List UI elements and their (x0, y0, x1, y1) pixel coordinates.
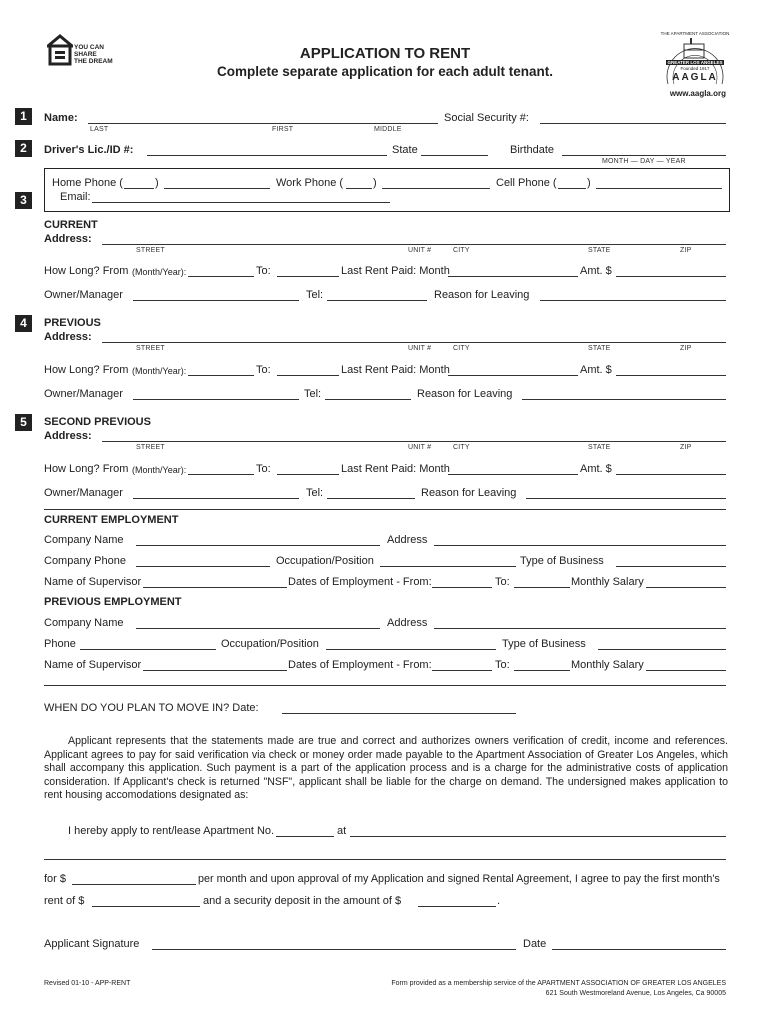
previous-amt-field[interactable] (616, 375, 726, 376)
at-label: at (337, 825, 347, 837)
to-label: To: (495, 659, 510, 671)
apply-label: I hereby apply to rent/lease Apartment No. (68, 825, 275, 837)
occupation-label: Occupation/Position (276, 555, 374, 567)
middle-hint: MIDDLE (374, 126, 402, 133)
logo-line-2: SHARE (74, 51, 97, 58)
current-supervisor-field[interactable] (143, 587, 287, 588)
reason-label: Reason for Leaving (434, 289, 530, 301)
page-title: APPLICATION TO RENT (299, 45, 471, 62)
ssn-label: Social Security #: (444, 112, 529, 124)
reason-label: Reason for Leaving (421, 487, 517, 499)
seal-name: AAGLA (672, 72, 718, 83)
section-number-2: 2 (15, 140, 32, 157)
monthyear-label: (Month/Year): (132, 267, 187, 277)
state-hint: STATE (588, 345, 611, 352)
contact-box (44, 168, 730, 212)
current-company-address-field[interactable] (434, 545, 726, 546)
company-name-label: Company Name (44, 617, 124, 629)
drivers-license-label: Driver's Lic./ID #: (44, 144, 134, 156)
business-type-label: Type of Business (520, 555, 604, 567)
street-hint: STREET (136, 444, 165, 451)
logo-line-3: THE DREAM (74, 58, 113, 65)
previous-reason-field[interactable] (522, 399, 726, 400)
occupation-label: Occupation/Position (221, 638, 319, 650)
tel-label: Tel: (306, 487, 324, 499)
previous-address-field[interactable] (102, 342, 726, 343)
ssn-field[interactable] (540, 123, 726, 124)
previous-dates-from-field[interactable] (432, 670, 492, 671)
city-hint: CITY (453, 444, 470, 451)
current-reason-field[interactable] (540, 300, 726, 301)
current-address-field[interactable] (102, 244, 726, 245)
howlong-label: How Long? From (44, 463, 129, 475)
terms-paragraph: Applicant represents that the statements made are true and correct and authorizes owners verification of credit, income and references. Applicant agrees to pay for said verification via check or money order made payable to the Apartment Association of Greater Los Angeles, which shall accompany this application. Such payment is a part of the application process and is a charge for the administrative costs of application consideration. If Applicant's check is returned "NSF", applicant shall be liable for the charge on demand. The undersigned makes application to rent housing accomodations designated as: (44, 735, 728, 801)
to-label: To: (256, 463, 271, 475)
drivers-license-field[interactable] (147, 155, 387, 156)
birthdate-label: Birthdate (510, 144, 555, 156)
previous-lastrent-field[interactable] (448, 375, 578, 376)
current-lastrent-field[interactable] (448, 276, 578, 277)
supervisor-label: Name of Supervisor (44, 659, 142, 671)
street-hint: STREET (136, 345, 165, 352)
reason-label: Reason for Leaving (417, 388, 513, 400)
rent-for-label: for $ (44, 873, 67, 885)
lastrent-label: Last Rent Paid: Month (341, 364, 450, 376)
aagla-seal (660, 30, 730, 88)
previous-occupation-field[interactable] (326, 649, 496, 650)
apartment-address-field[interactable] (350, 836, 726, 837)
lastrent-label: Last Rent Paid: Month (341, 265, 450, 277)
monthyear-label: (Month/Year): (132, 465, 187, 475)
previous-salary-field[interactable] (646, 670, 726, 671)
address-label: Address (387, 617, 428, 629)
second-from-field[interactable] (188, 474, 254, 475)
cell-phone-field[interactable] (596, 188, 722, 189)
deposit-label: and a security deposit in the amount of $ (203, 895, 402, 907)
paren-close: ) (155, 177, 159, 189)
work-phone-label: Work Phone ( (276, 177, 344, 189)
current-employment-heading: CURRENT EMPLOYMENT (44, 514, 179, 526)
second-owner-field[interactable] (133, 498, 299, 499)
previous-company-address-field[interactable] (434, 628, 726, 629)
current-dates-to-field[interactable] (514, 587, 570, 588)
to-label: To: (256, 265, 271, 277)
cell-phone-area[interactable] (558, 188, 586, 189)
move-in-label: WHEN DO YOU PLAN TO MOVE IN? Date: (44, 702, 259, 714)
previous-dates-to-field[interactable] (514, 670, 570, 671)
second-address-field[interactable] (102, 441, 726, 442)
address-label: Address (387, 534, 428, 546)
deposit-field[interactable] (418, 906, 496, 907)
last-hint: LAST (90, 126, 109, 133)
per-month-text: per month and upon approval of my Application and signed Rental Agreement, I agree to pay the first month's (198, 873, 720, 885)
home-phone-field[interactable] (164, 188, 270, 189)
second-previous-heading: SECOND PREVIOUS (44, 416, 151, 428)
monthly-rent-field[interactable] (72, 884, 196, 885)
unit-hint: UNIT # (408, 444, 432, 451)
footer-address: 621 South Westmoreland Avenue, Los Angeles, Ca 90005 (545, 990, 726, 997)
name-field[interactable] (88, 123, 438, 124)
deposit-period: . (497, 895, 501, 907)
city-hint: CITY (453, 345, 470, 352)
state-label: State (392, 144, 418, 156)
salary-label: Monthly Salary (571, 659, 644, 671)
apartment-address-field-2[interactable] (44, 859, 726, 860)
unit-hint: UNIT # (408, 345, 432, 352)
second-amt-field[interactable] (616, 474, 726, 475)
previous-owner-field[interactable] (133, 399, 299, 400)
current-owner-field[interactable] (133, 300, 299, 301)
dates-label: Dates of Employment - From: (288, 659, 432, 671)
previous-heading: PREVIOUS (44, 317, 101, 329)
previous-supervisor-field[interactable] (143, 670, 287, 671)
zip-hint: ZIP (680, 345, 692, 352)
howlong-label: How Long? From (44, 265, 129, 277)
apartment-number-field[interactable] (276, 836, 334, 837)
current-from-field[interactable] (188, 276, 254, 277)
unit-hint: UNIT # (408, 247, 432, 254)
amt-label: Amt. $ (580, 463, 612, 475)
previous-phone-field[interactable] (80, 649, 216, 650)
second-lastrent-field[interactable] (448, 474, 578, 475)
home-phone-label: Home Phone ( (52, 177, 123, 189)
salary-label: Monthly Salary (571, 576, 644, 588)
city-hint: CITY (453, 247, 470, 254)
signature-field[interactable] (152, 949, 516, 950)
owner-label: Owner/Manager (44, 289, 123, 301)
previous-company-field[interactable] (136, 628, 380, 629)
current-occupation-field[interactable] (380, 566, 516, 567)
move-in-date-field[interactable] (282, 713, 516, 714)
company-phone-label: Company Phone (44, 555, 126, 567)
owner-label: Owner/Manager (44, 388, 123, 400)
footer-provided: Form provided as a membership service of the APARTMENT ASSOCIATION OF GREATER LOS ANGELES (391, 980, 726, 987)
section-number-1: 1 (15, 108, 32, 125)
work-phone-field[interactable] (382, 188, 490, 189)
current-to-field[interactable] (277, 276, 339, 277)
current-dates-from-field[interactable] (432, 587, 492, 588)
current-company-phone-field[interactable] (136, 566, 270, 567)
birthdate-field[interactable] (562, 155, 726, 156)
rent-of-label: rent of $ (44, 895, 85, 907)
current-company-field[interactable] (136, 545, 380, 546)
current-business-type-field[interactable] (616, 566, 726, 567)
lastrent-label: Last Rent Paid: Month (341, 463, 450, 475)
phone-label: Phone (44, 638, 76, 650)
page-subtitle: Complete separate application for each adult tenant. (216, 64, 554, 79)
first-month-rent-field[interactable] (92, 906, 200, 907)
website-url: www.aagla.org (669, 89, 726, 98)
previous-to-field[interactable] (277, 375, 339, 376)
zip-hint: ZIP (680, 247, 692, 254)
previous-tel-field[interactable] (325, 399, 411, 400)
seal-ring-text: THE APARTMENT ASSOCIATION (660, 31, 730, 36)
signature-date-field[interactable] (552, 949, 726, 950)
section-number-3: 3 (15, 192, 32, 209)
current-amt-field[interactable] (616, 276, 726, 277)
business-type-label: Type of Business (502, 638, 586, 650)
previous-from-field[interactable] (188, 375, 254, 376)
signature-date-label: Date (523, 938, 547, 950)
tel-label: Tel: (306, 289, 324, 301)
monthyear-label: (Month/Year): (132, 366, 187, 376)
section-number-5: 5 (15, 414, 32, 431)
section-number-4: 4 (15, 315, 32, 332)
email-label: Email: (60, 191, 91, 203)
to-label: To: (495, 576, 510, 588)
amt-label: Amt. $ (580, 265, 612, 277)
signature-label: Applicant Signature (44, 938, 140, 950)
tel-label: Tel: (304, 388, 322, 400)
seal-subtitle: GREATER LOS ANGELES (667, 60, 723, 65)
name-label: Name: (44, 112, 78, 124)
street-hint: STREET (136, 247, 165, 254)
current-address-label: Address: (44, 233, 92, 245)
second-to-field[interactable] (277, 474, 339, 475)
dates-label: Dates of Employment - From: (288, 576, 432, 588)
seal-founded: Founded 1917 (680, 66, 710, 71)
state-field[interactable] (421, 155, 488, 156)
amt-label: Amt. $ (580, 364, 612, 376)
birthdate-hint: MONTH — DAY — YEAR (602, 158, 686, 165)
logo-line-1: YOU CAN (74, 44, 104, 51)
to-label: To: (256, 364, 271, 376)
current-salary-field[interactable] (646, 587, 726, 588)
previous-address-label: Address: (44, 331, 92, 343)
previous-employment-heading: PREVIOUS EMPLOYMENT (44, 596, 182, 608)
supervisor-label: Name of Supervisor (44, 576, 142, 588)
state-hint: STATE (588, 247, 611, 254)
first-hint: FIRST (272, 126, 294, 133)
footer-revised: Revised 01-10 - APP-RENT (44, 980, 131, 987)
cell-phone-label: Cell Phone ( (496, 177, 557, 189)
owner-label: Owner/Manager (44, 487, 123, 499)
paren-close: ) (373, 177, 377, 189)
divider (44, 685, 726, 686)
home-phone-area[interactable] (124, 188, 154, 189)
work-phone-area[interactable] (346, 188, 372, 189)
state-hint: STATE (588, 444, 611, 451)
zip-hint: ZIP (680, 444, 692, 451)
current-heading: CURRENT (44, 219, 98, 231)
divider (44, 509, 726, 510)
previous-business-type-field[interactable] (598, 649, 726, 650)
second-tel-field[interactable] (327, 498, 415, 499)
email-field[interactable] (92, 202, 390, 203)
howlong-label: How Long? From (44, 364, 129, 376)
current-tel-field[interactable] (327, 300, 427, 301)
second-address-label: Address: (44, 430, 92, 442)
paren-close: ) (587, 177, 591, 189)
company-name-label: Company Name (44, 534, 124, 546)
second-reason-field[interactable] (526, 498, 726, 499)
